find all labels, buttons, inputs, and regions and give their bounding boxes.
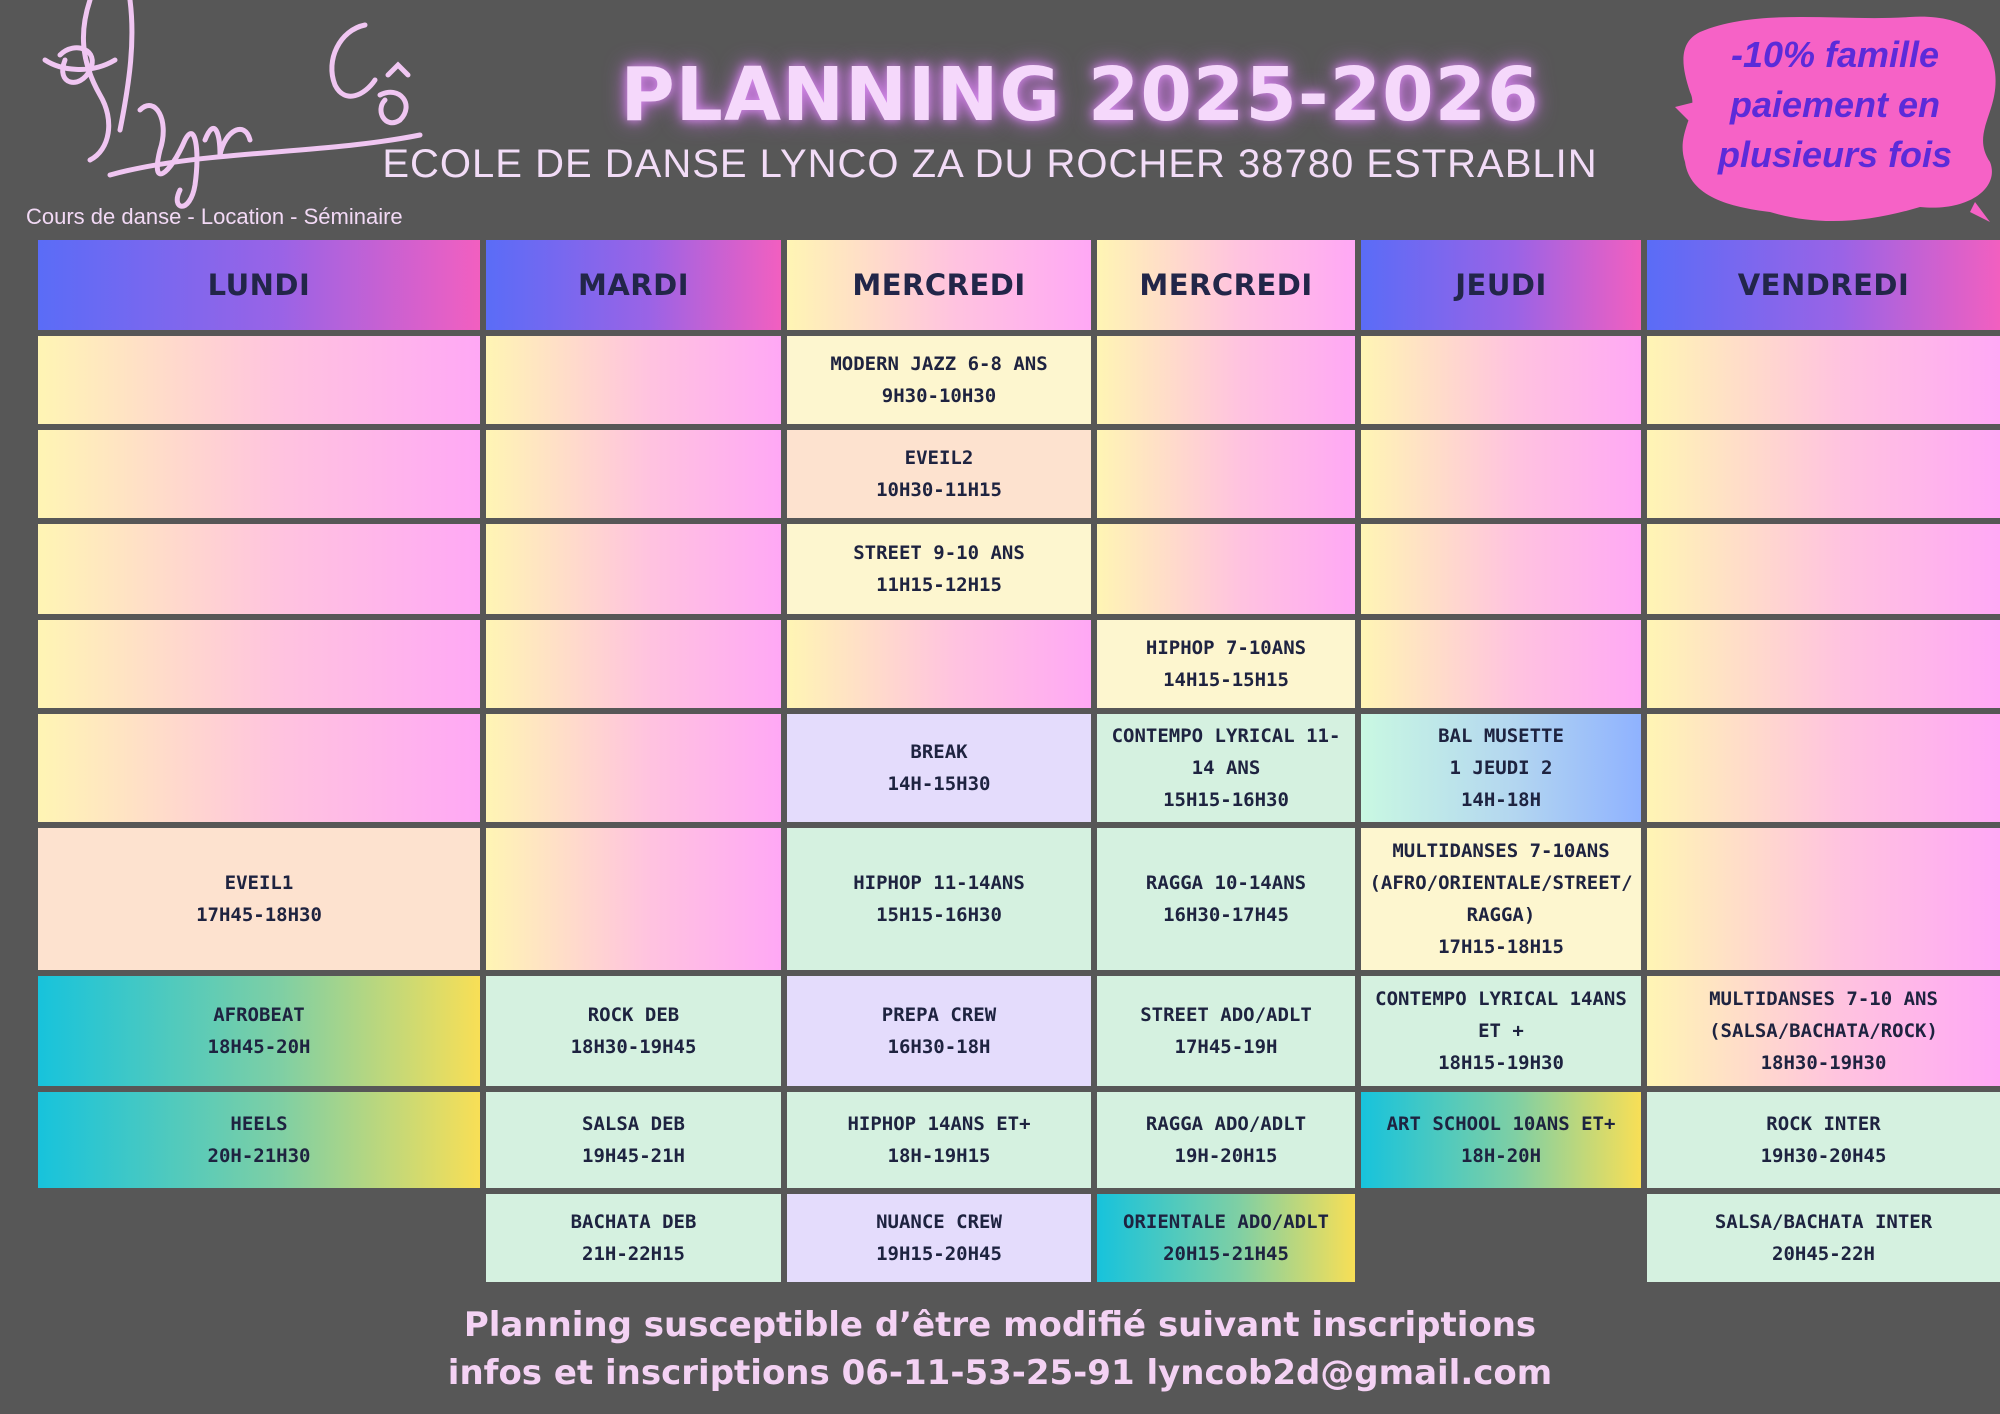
class-name: HEELS [230,1113,288,1135]
class-slot [38,1092,480,1188]
promo-line-1: -10% famille [1730,34,1940,75]
class-time: 18H30-19H45 [570,1036,697,1058]
class-name: BAL MUSETTE [1438,725,1564,747]
class-extra: 1 JEUDI 2 [1449,757,1553,779]
day-header-vendredi: VENDREDI [1647,240,2000,330]
day-header-lundi: LUNDI [38,240,480,330]
promo-line-2: paiement en [1729,84,1941,125]
empty-slot [38,336,480,424]
class-time: 17H15-18H15 [1438,936,1564,958]
class-slot [1361,714,1641,822]
class-name: MULTIDANSES 7-10ANS (AFRO/ORIENTALE/STREET/ RAGGA) [1369,840,1633,926]
class-time: 16H30-18H [887,1036,991,1058]
class-name: ORIENTALE ADO/ADLT [1123,1211,1329,1233]
empty-slot [486,714,781,822]
class-time: 21H-22H15 [582,1243,685,1265]
day-header-jeudi: JEUDI [1361,240,1641,330]
page-title: PLANNING 2025-2026 [620,52,1540,138]
class-name: STREET 9-10 ANS [853,542,1025,564]
class-time: 20H45-22H [1772,1243,1875,1265]
class-time: 11H15-12H15 [876,574,1002,596]
promo-line-3: plusieurs fois [1717,134,1953,175]
class-slot [486,1194,781,1282]
class-name: BREAK [910,741,968,763]
class-name: AFROBEAT [213,1004,305,1026]
empty-slot [787,620,1091,708]
class-name: SALSA/BACHATA INTER [1714,1211,1933,1233]
class-name: MODERN JAZZ 6-8 ANS [830,353,1048,375]
empty-slot [1097,336,1355,424]
footer-notice: Planning susceptible d’être modifié suivant inscriptions [463,1305,1537,1345]
class-name: SALSA DEB [582,1113,685,1135]
class-name: HIPHOP 11-14ANS [853,872,1025,894]
class-time: 16H30-17H45 [1163,904,1289,926]
empty-slot [486,828,781,970]
day-header-mercredi-1: MERCREDI [787,240,1091,330]
class-time: 17H45-18H30 [196,904,322,926]
class-slot [1647,1092,2000,1188]
class-slot [787,1092,1091,1188]
class-slot [1647,976,2000,1086]
class-slot [1097,1194,1355,1282]
day-header-mercredi-2: MERCREDI [1097,240,1355,330]
class-time: 20H15-21H45 [1163,1243,1289,1265]
class-name: EVEIL2 [904,447,974,469]
class-time: 18H45-20H [207,1036,311,1058]
class-name: ART SCHOOL 10ANS ET+ [1386,1113,1616,1135]
class-slot [38,976,480,1086]
empty-slot [38,430,480,518]
class-name: EVEIL1 [224,872,294,894]
class-slot [787,976,1091,1086]
class-slot [486,1092,781,1188]
day-header-mardi: MARDI [486,240,781,330]
class-slot [1647,1194,2000,1282]
footer-contact: infos et inscriptions 06-11-53-25-91 lyncob2d@gmail.com [447,1353,1553,1393]
empty-slot [486,336,781,424]
class-time: 19H45-21H [582,1145,685,1167]
class-slot [1097,620,1355,708]
empty-slot [1361,620,1641,708]
class-time: 19H-20H15 [1174,1145,1278,1167]
class-time: 10H30-11H15 [876,479,1002,501]
class-name: HIPHOP 14ANS ET+ [847,1113,1031,1135]
empty-slot [1647,430,2000,518]
empty-slot [38,524,480,614]
empty-slot [486,430,781,518]
logo-tagline: Cours de danse - Location - Séminaire [26,204,403,229]
empty-slot [486,620,781,708]
class-time: 18H-19H15 [887,1145,991,1167]
class-name: HIPHOP 7-10ANS [1145,637,1307,659]
class-slot [787,1194,1091,1282]
empty-slot [1647,828,2000,970]
empty-slot [1647,336,2000,424]
empty-slot [1647,524,2000,614]
class-name: MULTIDANSES 7-10 ANS (SALSA/BACHATA/ROCK) [1709,988,1938,1042]
class-name: ROCK DEB [587,1004,680,1026]
empty-slot [1647,620,2000,708]
class-name: RAGGA ADO/ADLT [1145,1113,1307,1135]
class-time: 14H-18H [1460,789,1542,811]
class-slot [787,430,1091,518]
class-name: PREPA CREW [881,1004,997,1026]
empty-slot [1647,714,2000,822]
empty-slot [1097,524,1355,614]
class-slot [787,524,1091,614]
class-time: 19H15-20H45 [876,1243,1002,1265]
class-name: BACHATA DEB [570,1211,697,1233]
empty-slot [486,524,781,614]
class-slot [787,828,1091,970]
empty-slot [1097,430,1355,518]
class-slot [787,336,1091,424]
class-slot [1097,1092,1355,1188]
class-slot [1361,976,1641,1086]
class-time: 19H30-20H45 [1760,1145,1887,1167]
class-slot [38,828,480,970]
class-name: RAGGA 10-14ANS [1145,872,1307,894]
class-time: 18H30-19H30 [1760,1052,1887,1074]
class-time: 9H30-10H30 [881,385,997,407]
class-time: 18H-20H [1460,1145,1542,1167]
empty-slot [1361,430,1641,518]
class-time: 17H45-19H [1174,1036,1278,1058]
class-name: CONTEMPO LYRICAL 11-14 ANS [1111,725,1341,779]
class-time: 18H15-19H30 [1438,1052,1564,1074]
class-time: 20H-21H30 [207,1145,311,1167]
class-slot [1097,828,1355,970]
page-subtitle: ECOLE DE DANSE LYNCO ZA DU ROCHER 38780 ESTRABLIN [382,142,1598,186]
class-name: ROCK INTER [1766,1113,1881,1135]
class-time: 14H-15H30 [887,773,991,795]
class-slot [1361,828,1641,970]
class-name: CONTEMPO LYRICAL 14ANS ET + [1375,988,1627,1042]
empty-slot [38,620,480,708]
class-time: 14H15-15H15 [1163,669,1289,691]
class-time: 15H15-16H30 [876,904,1002,926]
class-name: STREET ADO/ADLT [1140,1004,1312,1026]
class-time: 15H15-16H30 [1163,789,1289,811]
empty-slot [1361,524,1641,614]
class-slot [1097,976,1355,1086]
class-slot [1097,714,1355,822]
class-slot [1361,1092,1641,1188]
class-name: NUANCE CREW [876,1211,1002,1233]
class-slot [486,976,781,1086]
class-slot [787,714,1091,822]
empty-slot [38,714,480,822]
empty-slot [1361,336,1641,424]
